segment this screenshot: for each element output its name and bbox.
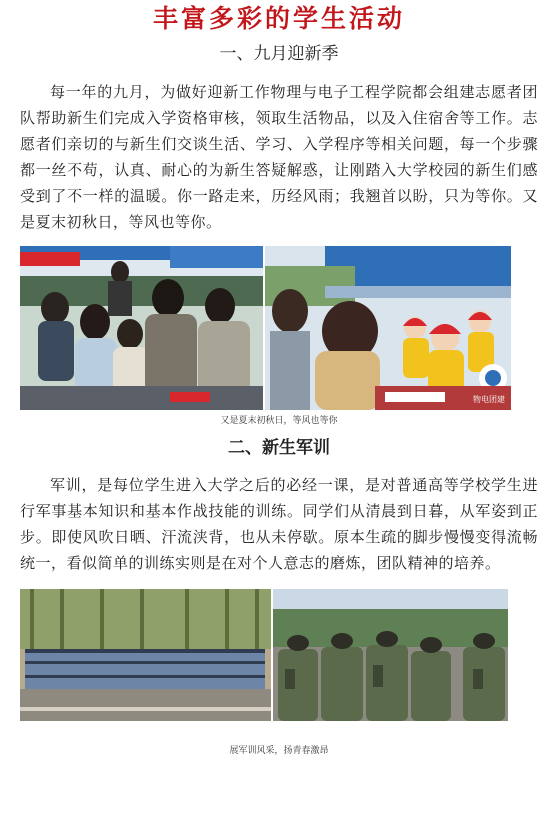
photo-caption-welcome: 又是夏末初秋日，等风也等你 [220, 416, 338, 426]
page-title: 丰富多彩的学生活动 [152, 4, 405, 33]
photo-marching-camouflage [273, 589, 508, 721]
photo-caption-military-training: 展军训风采，扬青春激昂 [229, 746, 329, 756]
photo-training-formation [20, 589, 271, 721]
section-paragraph-military-training: 军训，是每位学生进入大学之后的必经一课，是对普通高等学校学生进行军事基本知识和基本作战技能的训练。同学们从清晨到日暮，从军姿到正步。即使风吹日晒、汗流浃背，也从未停歇。原本生疏的脚步慢慢变得流畅统一，看似简单的训练实则是在对个人意志的磨炼，团队精神的培养。 [20, 476, 538, 572]
section-paragraph-welcome: 每一年的九月，为做好迎新工作物理与电子工程学院都会组建志愿者团队帮助新生们完成入学资格审核，领取生活物品，以及入住宿舍等工作。志愿者们亲切的与新生们交谈生活、学习、入学程序等相关问题，每一个步骤都一丝不苟，认真、耐心的为新生答疑解惑，让刚踏入大学校园的新生们感受到了不一样的温暖。你一路走来，历经风雨；我翘首以盼，只为等你。又是夏末初秋日，等风也等你。 [20, 83, 538, 231]
photo-volunteers-red-caps [265, 246, 511, 410]
section-heading-military-training: 二、新生军训 [228, 438, 330, 458]
section-heading-welcome: 一、九月迎新季 [219, 44, 339, 64]
photo-registration-desk [20, 246, 263, 410]
photo-watermark: 物电团建 [473, 395, 505, 404]
